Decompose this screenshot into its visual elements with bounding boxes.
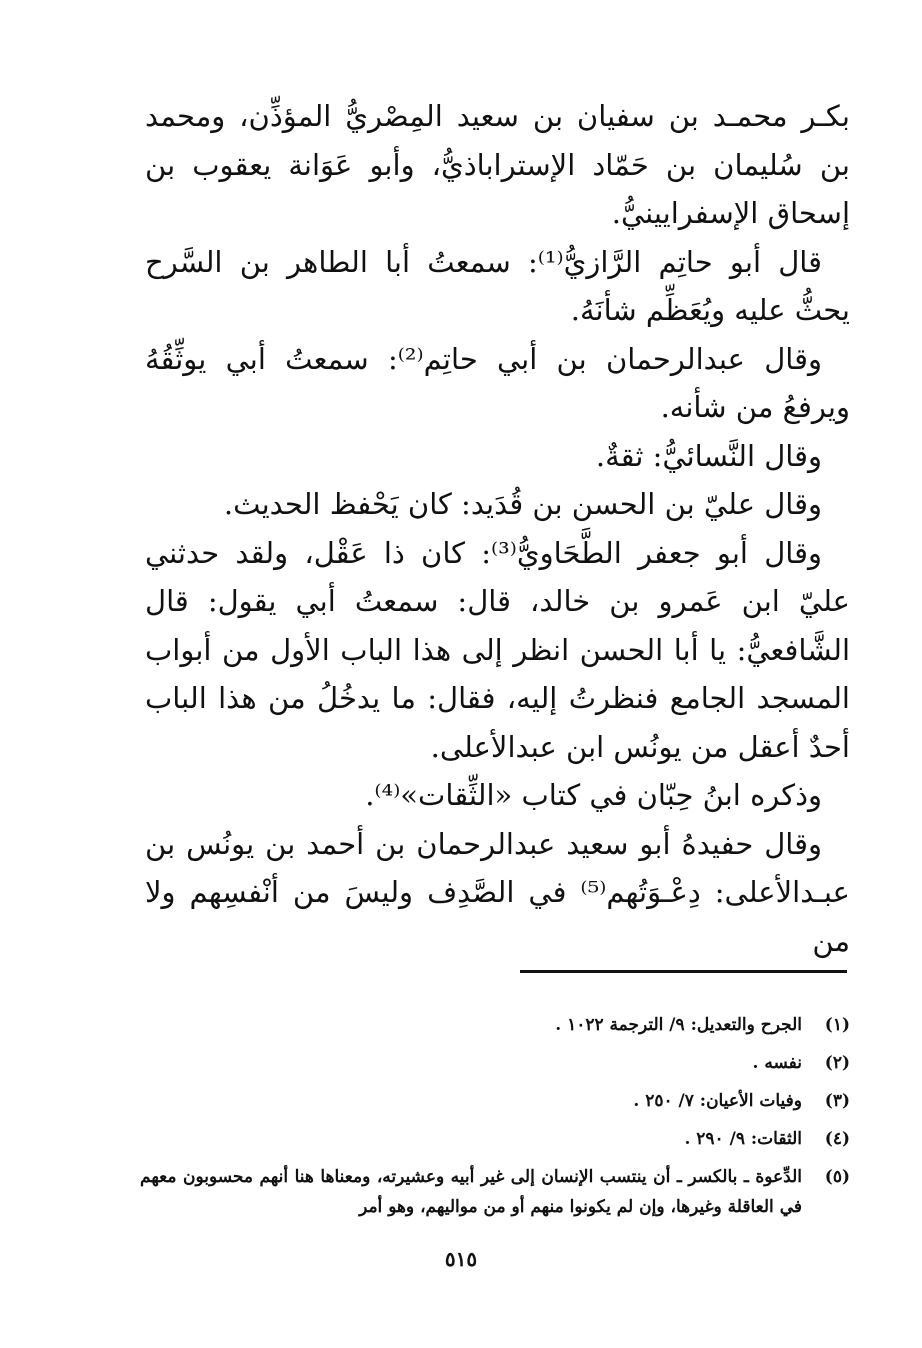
footnote-2 — [140, 1048, 850, 1078]
footnote-text: وفيات الأعيان: ٧/ ٢٥٠ . — [633, 1091, 802, 1111]
paragraph-6: وقال أبو جعفر الطَّحَاويُّ⁽³⁾: كان ذا عَقْل، ولقد حدثني عليّ ابن عَمرو بن خالد، قال: سمعتُ أبي يقول: قال الشَّافعيُّ: يا أبا الحسن انظر إلى هذا الباب الأول من أبواب المسجد الجامع فنظرتُ إليه، فقال: ما يدخُلُ من هذا الباب أحدٌ أعقل من يونُس ابن عبدالأعلى. — [145, 535, 850, 764]
footnote-text: الثقات: ٩/ ٢٩٠ . — [684, 1129, 802, 1149]
footnotes — [140, 1010, 850, 1222]
footnote-number: (٥) — [824, 1167, 850, 1187]
paragraph-5: وقال عليّ بن الحسن بن قُدَيد: كان يَحْفظ الحديث. — [223, 487, 822, 521]
main-text — [145, 92, 850, 965]
footnote-divider — [520, 970, 847, 973]
footnote-1 — [140, 1010, 850, 1040]
footnote-number: (٤) — [824, 1129, 850, 1149]
page-number: ٥١٥ — [444, 1247, 478, 1271]
footnote-5 — [140, 1162, 850, 1222]
footnote-text: نفسه . — [752, 1053, 802, 1073]
paragraph-3: وقال عبدالرحمان بن أبي حاتِم⁽²⁾: سمعتُ أبي يوثِّقُهُ ويرفعُ من شأنه. — [145, 341, 850, 424]
paragraph-8: وقال حفيدهُ أبو سعيد عبدالرحمان بن أحمد بن يونُس بن عبـدالأعلى: دِعْـوَتُهم⁽⁵⁾ في الصَّدِف وليسَ من أنْفسِهم ولا من — [145, 826, 850, 958]
footnote-number: (٣) — [824, 1091, 850, 1111]
footnote-3 — [140, 1086, 850, 1116]
paragraph-1: بكـر محمـد بن سفيان بن سعيد المِصْريُّ المؤذِّن، ومحمد بن سُليمان بن حَمّاد الإستراباذيُّ، وأبو عَوَانة يعقوب بن إسحاق الإسفرايينيُّ. — [145, 99, 850, 230]
footnote-number: (١) — [824, 1015, 850, 1035]
paragraph-4: وقال النَّسائيُّ: ثقةٌ. — [595, 438, 822, 473]
paragraph-2: قال أبو حاتِم الرَّازيُّ⁽¹⁾: سمعتُ أبا الطاهر بن السَّرح يحثُّ عليه ويُعَظِّم شأنَهُ. — [145, 244, 850, 327]
footnote-text: الدِّعوة ـ بالكسر ـ أن ينتسب الإنسان إلى غير أبيه وعشيرته، ومعناها هنا أنهم محسوبون معهم في العاقلة وغيرها، وإن لم يكونوا منهم أو من مواليهم، وهو أمر — [140, 1167, 802, 1217]
footnote-number: (٢) — [824, 1053, 850, 1073]
footnote-4 — [140, 1124, 850, 1154]
footnote-text: الجرح والتعديل: ٩/ الترجمة ١٠٢٢ . — [555, 1015, 802, 1035]
paragraph-7: وذكره ابنُ حِبّان في كتاب «الثِّقات»⁽⁴⁾. — [365, 778, 822, 812]
